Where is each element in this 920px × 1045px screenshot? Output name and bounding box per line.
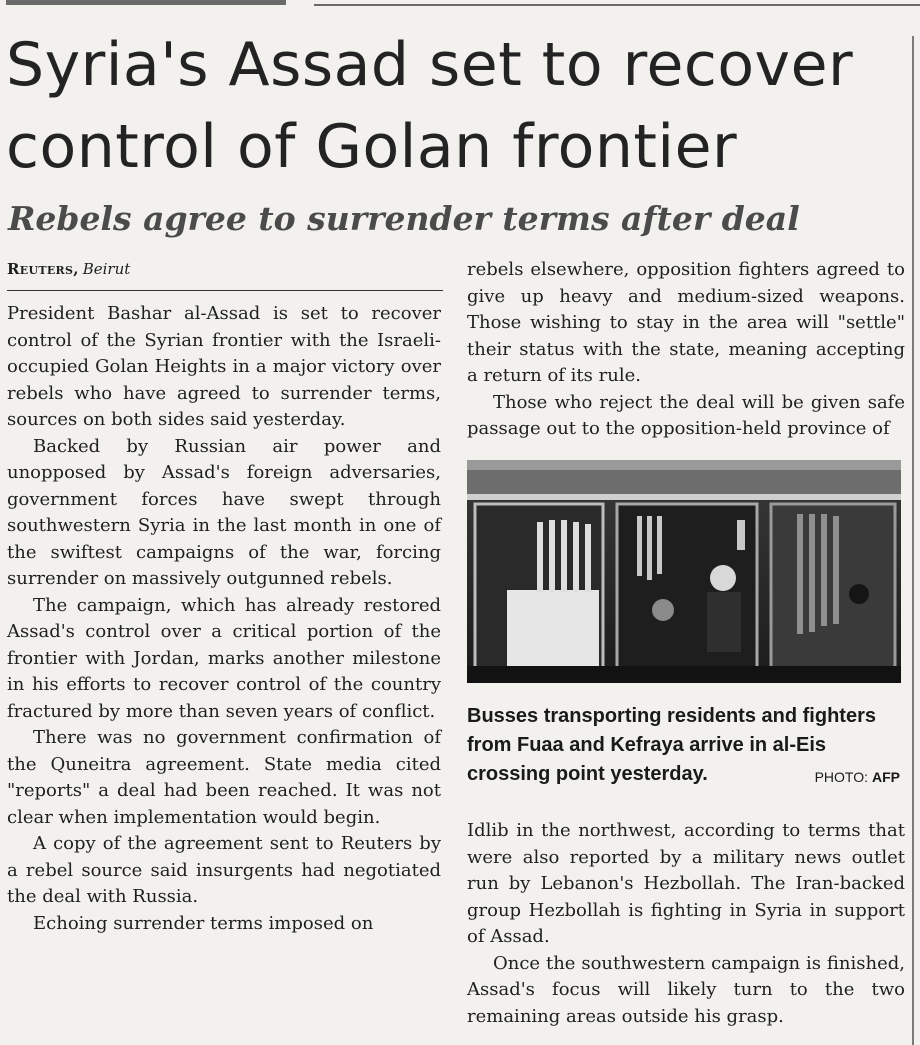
paragraph: A copy of the agreement sent to Reuters by a rebel source said insurgents had negotiated the deal with Russia.	[7, 833, 441, 907]
paragraph: There was no government confirmation of the Quneitra agreement. State media cited "reports" a deal had been reached. It was not clear when implementation would begin.	[7, 727, 441, 828]
top-rule-left	[6, 0, 286, 5]
paragraph: rebels elsewhere, opposition fighters agreed to give up heavy and medium-sized weapons. Those wishing to stay in the area will "settle" their status with the state, meaning accepting a return of its rule.	[467, 259, 905, 386]
byline-place: Beirut	[82, 260, 131, 278]
photo-caption: Busses transporting residents and fighters from Fuaa and Kefraya arrive in al-Eis crossing point yesterday.	[467, 705, 876, 785]
top-rule-right	[314, 4, 920, 6]
paragraph: President Bashar al-Assad is set to recover control of the Syrian frontier with the Israeli-occupied Golan Heights in a major victory over rebels who have agreed to surrender terms, sources on both sides said yesterday.	[7, 303, 441, 430]
paragraph: Echoing surrender terms imposed on	[33, 912, 374, 934]
photo-illustration	[467, 460, 901, 683]
article-column-right-top	[467, 257, 905, 443]
byline-agency: Reuters,	[7, 260, 79, 278]
headline: Syria's Assad set to recover control of Golan frontier	[6, 30, 854, 182]
paragraph: Idlib in the northwest, according to terms that were also reported by a military news outlet run by Lebanon's Hezbollah. The Iran-backed group Hezbollah is fighting in Syria in support of Assad.	[467, 820, 905, 947]
news-photo	[467, 460, 901, 683]
paragraph: The campaign, which has already restored Assad's control over a critical portion of the frontier with Jordan, marks another milestone in his efforts to recover control of the country fractured by more than seven years of conflict.	[7, 594, 441, 722]
subheadline: Rebels agree to surrender terms after deal	[8, 199, 800, 238]
paragraph: Once the southwestern campaign is finished, Assad's focus will likely turn to the two remaining areas outside his grasp.	[467, 952, 905, 1027]
column-side-rule	[912, 36, 914, 1045]
photo-credit-source: AFP	[872, 769, 900, 785]
photo-credit	[815, 766, 900, 788]
article-column-left	[7, 301, 441, 937]
byline	[7, 259, 443, 279]
article-column-right-bottom	[467, 818, 905, 1030]
paragraph: Those who reject the deal will be given safe passage out to the opposition-held province of	[467, 391, 905, 439]
paragraph: Backed by Russian air power and unopposed by Assad's foreign adversaries, government forces have swept through southwestern Syria in the last month in one of the swiftest campaigns of the war, forcing surrender on massively outgunned rebels.	[7, 435, 441, 589]
byline-rule	[7, 290, 443, 291]
photo-credit-label: PHOTO:	[814, 769, 868, 785]
